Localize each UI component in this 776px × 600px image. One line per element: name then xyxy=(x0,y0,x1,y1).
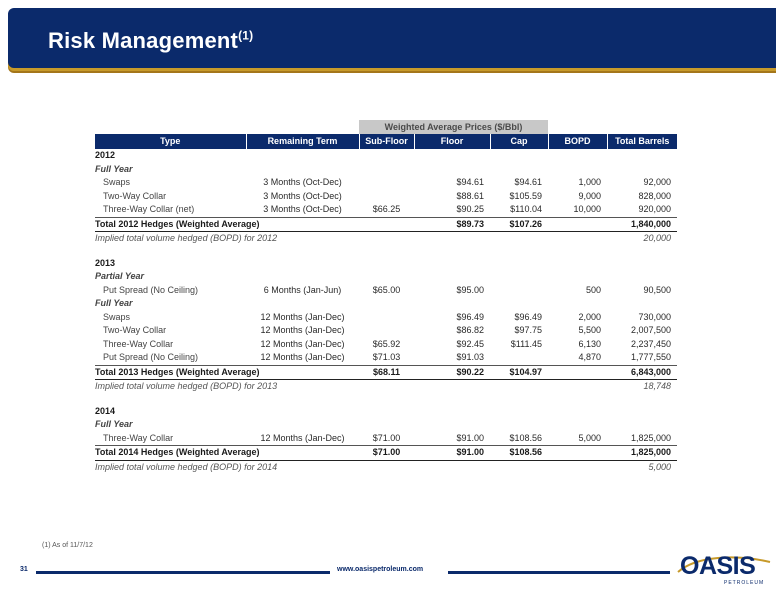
year-2014-heading: 2014 xyxy=(95,405,116,416)
col-type: Type xyxy=(95,134,246,149)
implied-volume-row-2013: Implied total volume hedged (BOPD) for 2013 18,748 xyxy=(95,381,671,392)
col-remaining-term: Remaining Term xyxy=(246,134,359,149)
table-row: Put Spread (No Ceiling) 12 Months (Jan-Dec) $71.03 $91.03 4,870 1,777,550 xyxy=(95,351,677,365)
table-row: Two-Way Collar 12 Months (Jan-Dec) $86.82 $97.75 5,500 2,007,500 xyxy=(103,325,671,336)
period-full-year: Full Year xyxy=(95,298,133,309)
footer-rule-left xyxy=(36,571,330,574)
implied-volume-row-2012: Implied total volume hedged (BOPD) for 2012 20,000 xyxy=(95,233,671,244)
table-row: Put Spread (No Ceiling) 6 Months (Jan-Jun) $65.00 $95.00 500 90,500 xyxy=(103,284,671,295)
year-2012-heading: 2012 xyxy=(95,150,116,161)
column-header-row xyxy=(95,134,677,149)
footnote: (1) As of 11/7/12 xyxy=(42,542,93,549)
col-sub-floor: Sub-Floor xyxy=(359,134,414,149)
table-row: Three-Way Collar 12 Months (Jan-Dec) $65.92 $92.45 $111.45 6,130 2,237,450 xyxy=(103,338,671,349)
footer-rule-right xyxy=(448,571,670,574)
col-bopd: BOPD xyxy=(548,134,607,149)
weighted-average-prices-header: Weighted Average Prices ($/Bbl) xyxy=(359,120,548,134)
total-row-2012: Total 2012 Hedges (Weighted Average) $89.73 $107.26 1,840,000 xyxy=(95,217,677,232)
title-banner xyxy=(8,8,776,68)
col-floor: Floor xyxy=(414,134,490,149)
implied-volume-row-2014: Implied total volume hedged (BOPD) for 2014 5,000 xyxy=(95,461,671,472)
page-title: Risk Management$^{(1)}$ xyxy=(48,28,254,53)
table-row: Swaps 12 Months (Jan-Dec) $96.49 $96.49 2,000 730,000 xyxy=(103,311,671,322)
col-cap: Cap xyxy=(490,134,548,149)
total-row-2014: Total 2014 Hedges (Weighted Average) $71.00 $91.00 $108.56 1,825,000 xyxy=(95,446,677,461)
table-row: Two-Way Collar 3 Months (Oct-Dec) $88.61 $105.59 9,000 828,000 xyxy=(103,190,671,201)
table-row: Three-Way Collar (net) 3 Months (Oct-Dec) $66.25 $90.25 $110.04 10,000 920,000 xyxy=(95,203,677,217)
period-partial-year: Partial Year xyxy=(95,271,145,282)
period-full-year: Full Year xyxy=(95,419,133,430)
logo-wordmark: OASIS xyxy=(680,552,756,580)
year-2013-heading: 2013 xyxy=(95,257,116,268)
total-row-2013: Total 2013 Hedges (Weighted Average) $68.11 $90.22 $104.97 6,843,000 xyxy=(95,365,677,380)
website-url[interactable]: www.oasispetroleum.com xyxy=(337,566,424,573)
period-full-year: Full Year xyxy=(95,163,133,174)
logo-subtitle: PETROLEUM xyxy=(724,580,765,586)
title-footnote-marker: (1) xyxy=(238,28,254,43)
table-row: Three-Way Collar 12 Months (Jan-Dec) $71.00 $91.00 $108.56 5,000 1,825,000 xyxy=(95,432,677,446)
page-number: 31 xyxy=(20,566,28,573)
table-row: Swaps 3 Months (Oct-Dec) $94.61 $94.61 1,000 92,000 xyxy=(103,177,671,188)
oasis-logo xyxy=(676,552,772,590)
hedges-table xyxy=(95,120,677,474)
col-total-barrels: Total Barrels xyxy=(607,134,677,149)
